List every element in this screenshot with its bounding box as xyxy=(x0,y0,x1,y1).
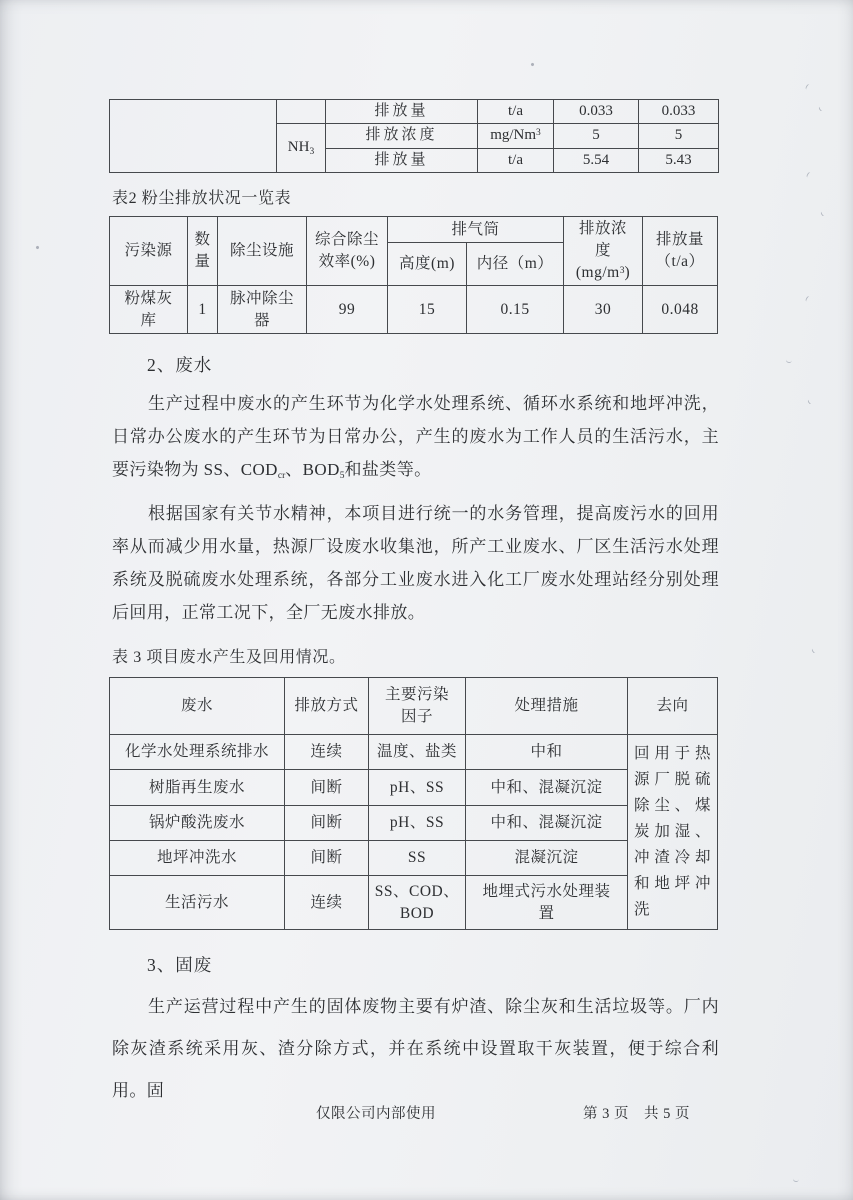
header-line: 效率(%) xyxy=(318,253,376,270)
pollutant-cell xyxy=(277,124,326,173)
table-row xyxy=(110,805,718,840)
efficiency-cell: 99 xyxy=(307,286,388,334)
source-cell xyxy=(110,286,188,334)
table-row xyxy=(110,286,718,334)
wastewater-reuse-table xyxy=(109,677,718,930)
treatment-cell: 中和 xyxy=(466,735,628,770)
diameter-cell: 0.15 xyxy=(467,286,564,334)
scan-speck xyxy=(35,245,39,249)
header-line: 主要污染 xyxy=(384,686,449,703)
header-wastewater: 废水 xyxy=(110,678,285,735)
header-treatment: 处理措施 xyxy=(466,678,628,735)
scan-speck xyxy=(820,210,826,216)
header-discharge-mode: 排放方式 xyxy=(285,678,369,735)
unit-base: (mg/m xyxy=(575,264,620,281)
value-cell: 0.033 xyxy=(639,100,719,124)
unit-base: mg/Nm xyxy=(490,127,537,144)
height-cell: 15 xyxy=(388,286,467,334)
wastewater-name-cell: 锅炉酸洗废水 xyxy=(110,805,285,840)
concentration-cell: 30 xyxy=(564,286,643,334)
count-cell: 1 xyxy=(188,286,218,334)
table-row xyxy=(110,876,718,930)
table-row xyxy=(110,100,719,124)
header-line: 因子 xyxy=(400,708,433,725)
table-row xyxy=(110,735,718,770)
header-stack-diameter: 内径（m） xyxy=(467,243,564,286)
factors-cell: pH、SS xyxy=(369,805,466,840)
cell-line: 脉冲除尘 xyxy=(229,289,294,307)
table-row xyxy=(110,770,718,805)
wastewater-paragraph-1 xyxy=(112,387,719,493)
mode-cell: 连续 xyxy=(285,876,369,930)
header-pollution-source: 污染源 xyxy=(110,217,188,286)
header-line: （t/a） xyxy=(655,253,705,270)
amount-cell: 0.048 xyxy=(643,286,718,334)
scan-speck xyxy=(793,1176,800,1183)
unit-superscript: 3 xyxy=(536,128,541,139)
metric-cell: 排放量 xyxy=(326,100,478,124)
cell-line: 器 xyxy=(253,311,270,329)
scan-speck xyxy=(805,295,811,302)
mode-cell: 间断 xyxy=(285,841,369,876)
mode-cell: 连续 xyxy=(285,735,369,770)
unit-cell: t/a xyxy=(478,100,554,124)
scan-speck xyxy=(806,171,812,178)
unit-close: ) xyxy=(624,264,631,281)
wastewater-name-cell: 化学水处理系统排水 xyxy=(110,735,285,770)
cell-line: 置 xyxy=(538,904,555,922)
paragraph-text: 生产过程中废水的产生环节为化学水处理系统、循环水系统和地坪冲洗，日常办公废水的产生环节为日常办公，产生的废水为工作人员的生活污水，主要污染物为 SS、COD xyxy=(112,394,719,479)
treatment-cell: 中和、混凝沉淀 xyxy=(466,805,628,840)
treatment-cell: 中和、混凝沉淀 xyxy=(466,770,628,805)
nh3-emission-continuation-table xyxy=(109,99,719,173)
header-line: 综合除尘 xyxy=(314,231,379,248)
wastewater-name-cell: 地坪冲洗水 xyxy=(110,841,285,876)
equipment-cell xyxy=(218,286,307,334)
table2-caption: 表2 粉尘排放状况一览表 xyxy=(112,190,292,207)
mode-cell: 间断 xyxy=(285,805,369,840)
treatment-cell: 混凝沉淀 xyxy=(466,841,628,876)
header-stack: 排气筒 xyxy=(388,217,564,243)
mode-cell: 间断 xyxy=(285,770,369,805)
value-cell: 5.54 xyxy=(554,148,639,172)
factors-cell: pH、SS xyxy=(369,770,466,805)
solid-waste-paragraph: 生产运营过程中产生的固体废物主要有炉渣、除尘灰和生活垃圾等。厂内除灰渣系统采用灰、渣分除方式，并在系统中设置取干灰装置，便于综合利用。固 xyxy=(112,997,719,1100)
header-destination: 去向 xyxy=(628,678,718,735)
wastewater-name-cell: 树脂再生废水 xyxy=(110,770,285,805)
metric-cell: 排放浓度 xyxy=(326,124,478,148)
concentration-unit xyxy=(567,262,639,284)
header-line: 量 xyxy=(194,253,211,270)
destination-cell: 回用于热源厂脱硫除尘、煤炭加湿、冲渣冷却和地坪冲洗 xyxy=(628,735,718,930)
header-count xyxy=(188,217,218,286)
value-cell: 5.43 xyxy=(639,148,719,172)
table-header-row xyxy=(110,678,718,735)
value-cell: 5 xyxy=(554,124,639,148)
unit-superscript: 3 xyxy=(619,266,625,276)
empty-cell xyxy=(110,100,277,173)
factors-cell: 温度、盐类 xyxy=(369,735,466,770)
scan-speck xyxy=(786,357,793,364)
cell-line: 地埋式污水处理装 xyxy=(482,882,611,900)
table-header-row xyxy=(110,217,718,243)
paragraph-text: 、BOD xyxy=(285,460,340,479)
header-amount xyxy=(643,217,718,286)
wastewater-paragraph-2: 根据国家有关节水精神，本项目进行统一的水务管理，提高废污水的回用率从而减少用水量，热源厂设废水收集池，所产工业废水、厂区生活污水处理系统及脱硫废水处理系统，各部分工业废水进入化工厂废水处理站经分别处理后回用，正常工况下，全厂无废水排放。 xyxy=(112,504,719,622)
cod-subscript: cr xyxy=(277,471,286,481)
header-line: 数 xyxy=(194,231,211,248)
header-line: 度 xyxy=(595,242,612,259)
scan-speck xyxy=(805,83,811,90)
value-cell: 5 xyxy=(639,124,719,148)
unit-cell: t/a xyxy=(478,148,554,172)
value-cell: 0.033 xyxy=(554,100,639,124)
scan-speck xyxy=(818,105,824,111)
footer-confidential-note: 仅限公司内部使用 xyxy=(316,1106,436,1122)
header-stack-height: 高度(m) xyxy=(388,243,467,286)
section-heading-solid-waste: 3、固废 xyxy=(147,955,213,975)
pollutant-subscript: 3 xyxy=(309,146,315,157)
treatment-cell xyxy=(466,876,628,930)
cell-line: 库 xyxy=(140,311,157,329)
dust-emission-table xyxy=(109,216,718,334)
header-line: 排放量 xyxy=(656,231,705,248)
table-row xyxy=(110,841,718,876)
factors-cell: SS、COD、BOD xyxy=(369,876,466,930)
empty-cell xyxy=(277,100,326,124)
factors-cell: SS xyxy=(369,841,466,876)
paragraph-text: 和盐类等。 xyxy=(344,460,432,479)
header-dust-equipment: 除尘设施 xyxy=(218,217,307,286)
wastewater-name-cell: 生活污水 xyxy=(110,876,285,930)
header-concentration xyxy=(564,217,643,286)
header-efficiency xyxy=(307,217,388,286)
scan-speck xyxy=(530,62,534,66)
footer-page-number: 第 3 页 共 5 页 xyxy=(583,1106,690,1122)
scan-speck xyxy=(807,398,813,404)
header-pollution-factors xyxy=(369,678,466,735)
unit-cell xyxy=(478,124,554,148)
header-line: 排放浓 xyxy=(579,220,628,237)
table3-caption: 表 3 项目废水产生及回用情况。 xyxy=(112,649,346,666)
cell-line: 粉煤灰 xyxy=(124,289,173,307)
bod-subscript: 5 xyxy=(339,471,345,481)
section-heading-wastewater: 2、废水 xyxy=(147,355,213,375)
pollutant-formula: NH xyxy=(287,138,310,155)
scan-speck xyxy=(811,647,817,653)
metric-cell: 排放量 xyxy=(326,148,478,172)
